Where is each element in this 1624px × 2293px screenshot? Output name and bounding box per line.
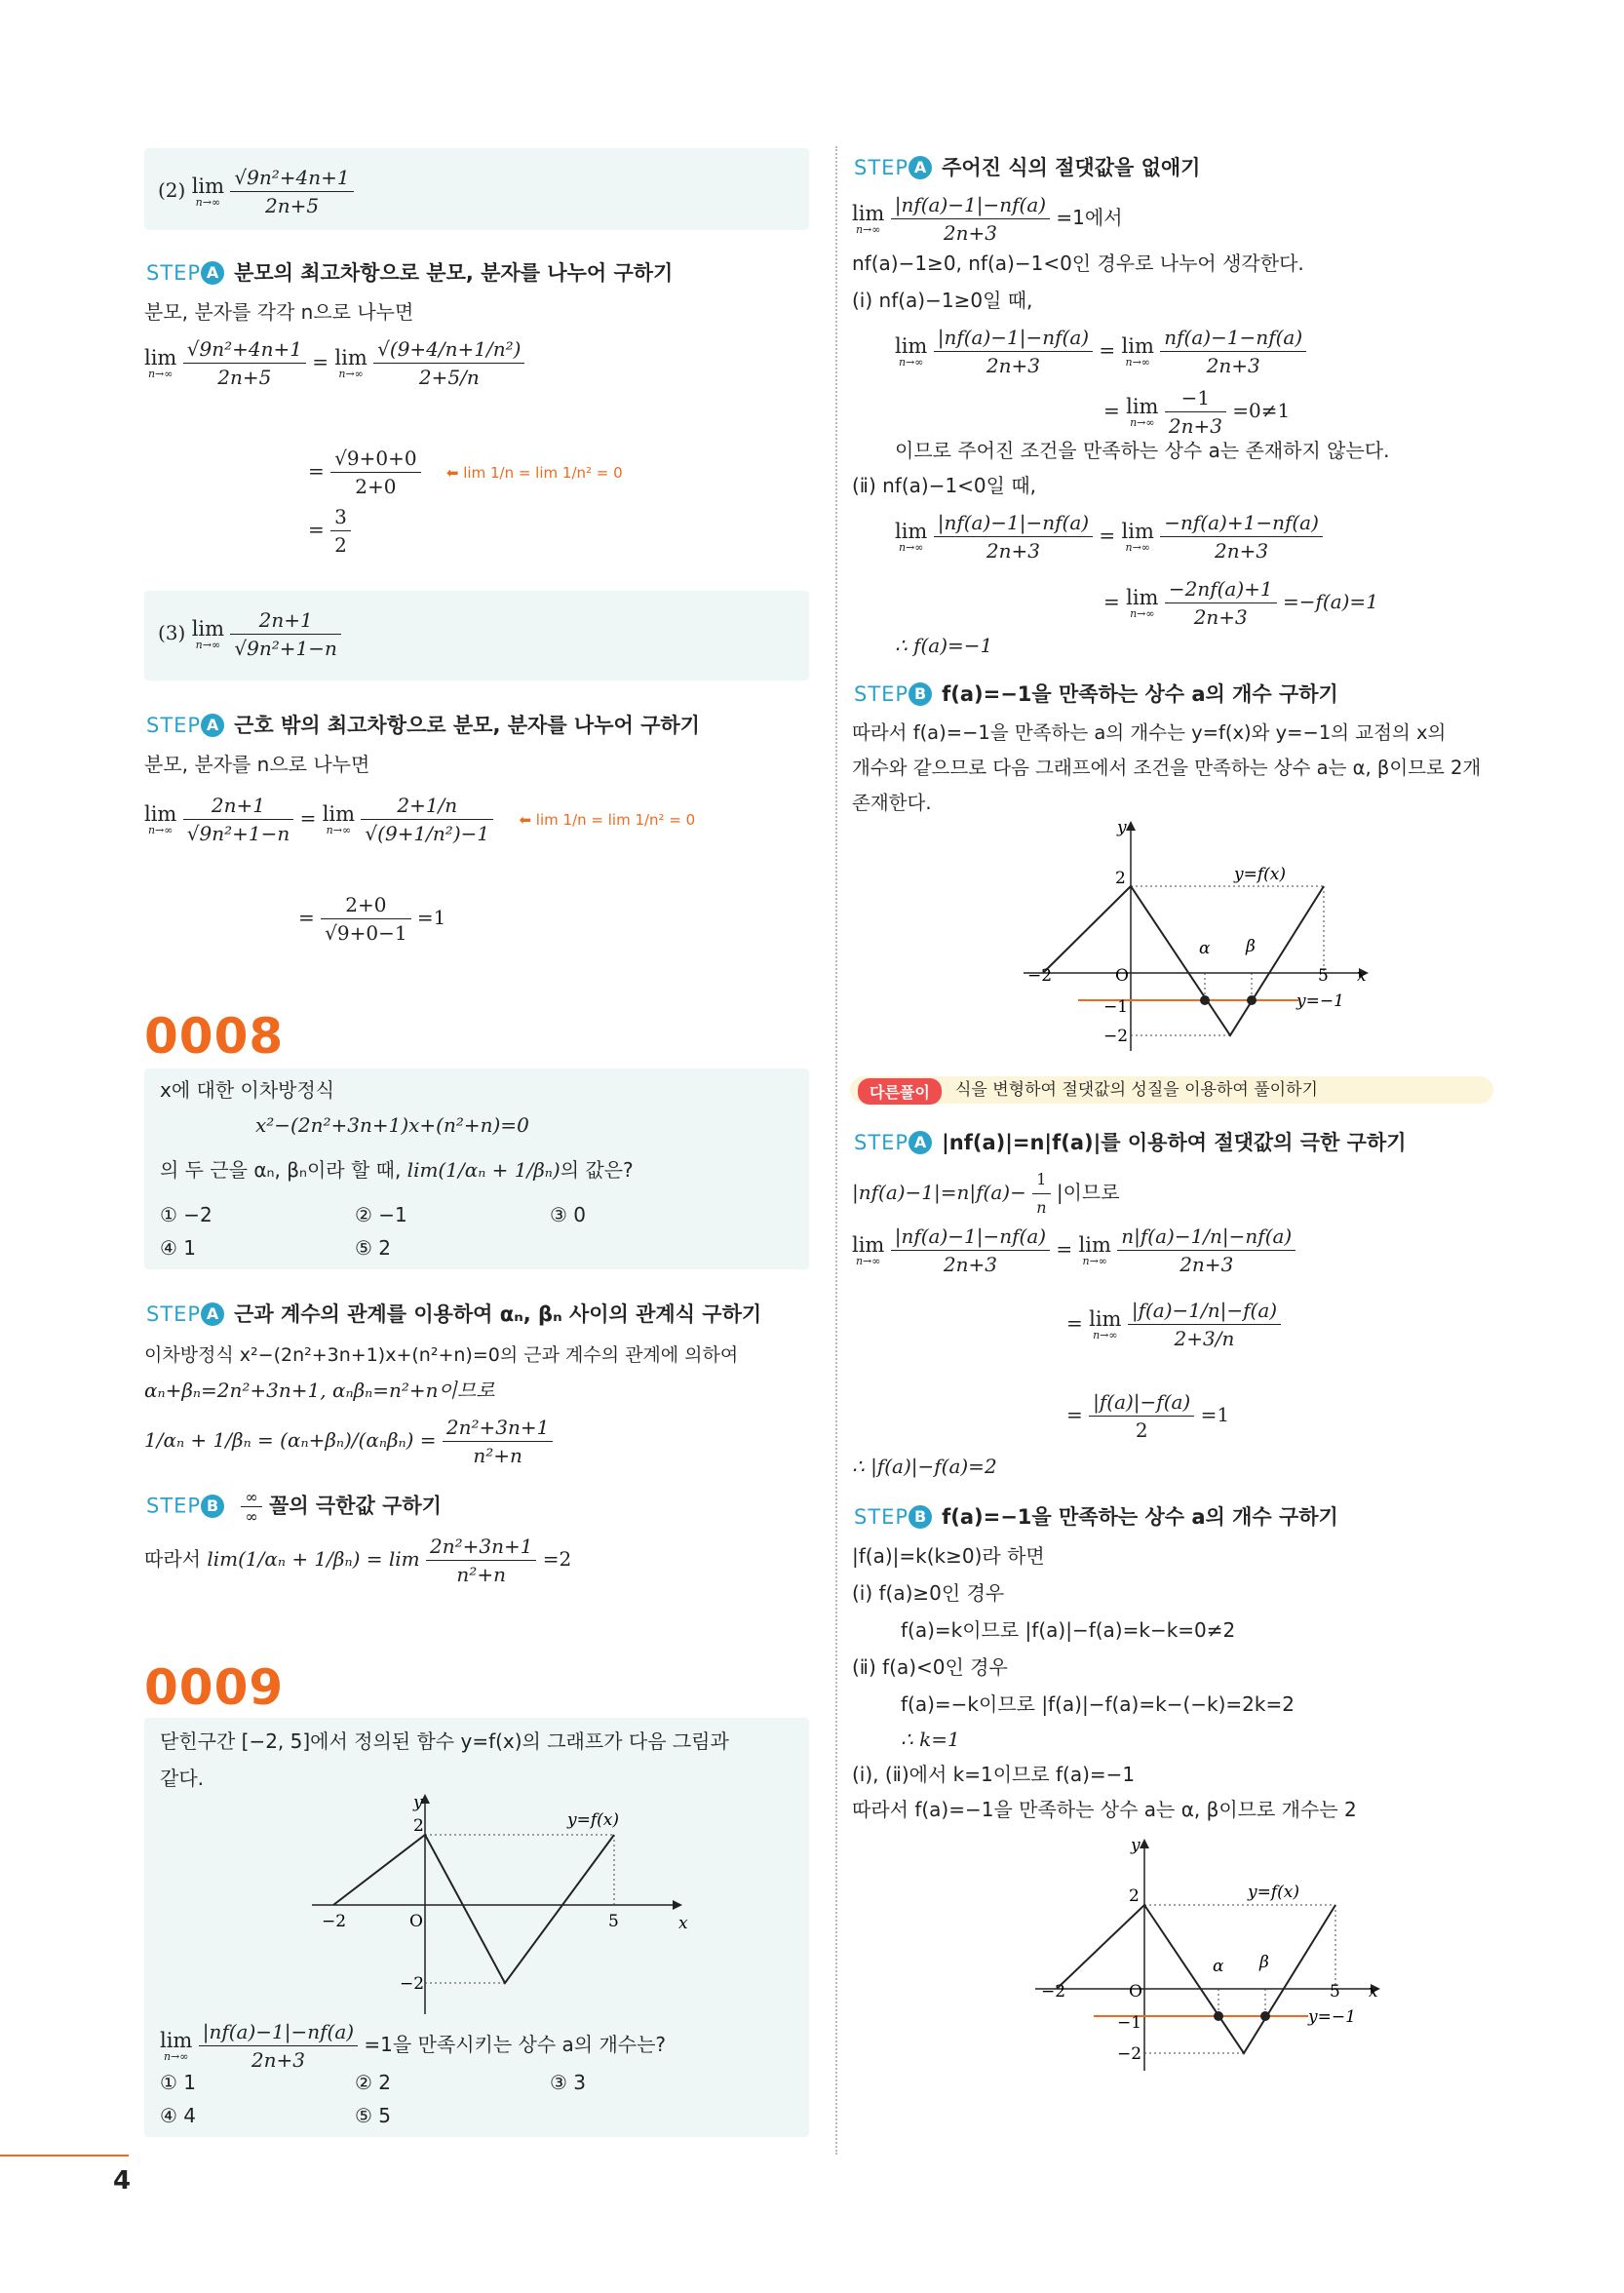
r-graph-1	[1014, 817, 1384, 1061]
graph-tick-y-minus2: −2	[400, 1974, 425, 1994]
a5: ∴ |f(a)|−f(a)=2	[852, 1455, 997, 1478]
graph-tick-5: 5	[608, 1912, 619, 1931]
p0009-choice-3[interactable]: ③ 3	[550, 2071, 587, 2094]
g2-fx: y=f(x)	[1248, 1883, 1299, 1902]
p0009-choice-1[interactable]: ① 1	[160, 2071, 197, 2094]
c2: (ⅱ) nf(a)−1<0일 때,	[852, 474, 1037, 497]
g2-minus2: −2	[1041, 1982, 1066, 2002]
g1-x: x	[1357, 966, 1367, 986]
r1: lim n→∞ $\frac{|nf(a)-1|-nf(a)}{2n+3}$ =1에서	[852, 193, 1123, 245]
d8: 따라서 f(a)=−1을 만족하는 상수 a는 α, β이므로 개수는 2	[852, 1798, 1357, 1821]
p0008-s3: 1/αₙ + 1/βₙ = (αₙ+βₙ)/(αₙβₙ) = $\frac{\text{2n²+3n+1}}{\text{n²+n}}$	[144, 1414, 553, 1469]
d5: f(a)=−k이므로 |f(a)|−f(a)=k−(−k)=2k=2	[901, 1692, 1295, 1716]
g1-neg2: −2	[1103, 1027, 1129, 1046]
c2-line1: lim n→∞ $\frac{|nf(a)-1|-nf(a)}{2n+3}$ = lim n→∞ $\frac{-nf(a)+1-nf(a)}{2n+3}$	[895, 509, 1323, 564]
a3: = lim n→∞ $\frac{|f(a)-1/n|-f(a)}{2+3/n}$	[1066, 1297, 1281, 1352]
p0008-choice-2[interactable]: ② −1	[355, 1203, 407, 1226]
d2: (ⅰ) f(a)≥0인 경우	[852, 1581, 1005, 1605]
g1-y: y	[1117, 818, 1127, 837]
page-number: 4	[113, 2166, 132, 2196]
d3: f(a)=k이므로 |f(a)|−f(a)=k−k=0≠2	[901, 1618, 1236, 1642]
graph-x-axis-label: x	[678, 1914, 688, 1933]
p3-line2: = $\frac{2+0}{√9+0-1}$ =1	[298, 893, 446, 945]
g1-line: y=−1	[1296, 991, 1344, 1011]
g2-neg2: −2	[1117, 2044, 1142, 2064]
c1-line2: = lim n→∞ $\frac{-1}{2n+3}$ =0≠1	[1103, 386, 1291, 438]
p0008-choice-1[interactable]: ① −2	[160, 1203, 213, 1226]
g1-origin: O	[1115, 966, 1129, 986]
a1: |nf(a)−1|=n|f(a)− $\frac{1}{n}$ |이므로	[852, 1166, 1120, 1222]
p2-line2: = $\frac{√9+0+0}{2+0}$ ⬅ lim 1/n = lim 1/n² = 0	[308, 447, 623, 498]
g2-origin: O	[1129, 1982, 1142, 2002]
g1-fx: y=f(x)	[1234, 865, 1286, 884]
r-step-b: STEP B f(a)=−1을 만족하는 상수 a의 개수 구하기	[854, 682, 1338, 706]
g2-five: 5	[1330, 1982, 1340, 2002]
graph-origin: O	[409, 1912, 423, 1931]
g2-y: y	[1131, 1836, 1141, 1855]
p0008-s4: 따라서 lim(1/αₙ + 1/βₙ) = lim $\frac{\text{2n²+3n+1}}{\text{n²+n}}$ =2	[144, 1535, 572, 1586]
d7: (ⅰ), (ⅱ)에서 k=1이므로 f(a)=−1	[852, 1763, 1136, 1786]
b3: 존재한다.	[852, 792, 932, 814]
d4: (ⅱ) f(a)<0인 경우	[852, 1655, 1008, 1679]
graph-fx-label: y=f(x)	[567, 1810, 619, 1830]
g2-x: x	[1369, 1982, 1378, 2002]
p0008-s2: αₙ+βₙ=2n²+3n+1, αₙβₙ=n²+n이므로	[144, 1379, 495, 1402]
g1-five: 5	[1318, 966, 1329, 986]
p0008-s1: 이차방정식 x²−(2n²+3n+1)x+(n²+n)=0의 근과 계수의 관계에 의하여	[144, 1344, 739, 1366]
c1-line1: lim n→∞ $\frac{|nf(a)-1|-nf(a)}{2n+3}$ = lim n→∞ $\frac{nf(a)-1-nf(a)}{2n+3}$	[895, 324, 1306, 379]
alt-step-b: STEP B f(a)=−1을 만족하는 상수 a의 개수 구하기	[854, 1505, 1338, 1529]
g1-minus2: −2	[1027, 966, 1053, 986]
c2-line2: = lim n→∞ $\frac{-2nf(a)+1}{2n+3}$ =−f(a)=1	[1103, 577, 1378, 629]
p2-line3: = $\frac{3}{2}$	[308, 503, 351, 559]
p0008-q1: x에 대한 이차방정식	[160, 1078, 335, 1102]
p0008-choice-3[interactable]: ③ 0	[550, 1203, 587, 1226]
g2-line: y=−1	[1308, 2007, 1356, 2027]
p0008-choice-4[interactable]: ④ 1	[160, 1236, 197, 1260]
p3-step-a: STEP A 근호 밖의 최고차항으로 분모, 분자를 나누어 구하기	[146, 714, 700, 737]
p3-intro: 분모, 분자를 n으로 나누면	[144, 753, 370, 776]
problem-number-0009: 0009	[144, 1659, 285, 1716]
p0009-condition: lim n→∞ $\frac{|nf(a)-1|-nf(a)}{2n+3}$ =1을 만족시키는 상수 a의 개수는?	[160, 2020, 667, 2072]
g1-two: 2	[1115, 869, 1126, 888]
a4: = $\frac{|f(a)|-f(a)}{2}$ =1	[1066, 1390, 1230, 1442]
p0009-graph	[292, 1790, 702, 2024]
p0008-step-a: STEP A 근과 계수의 관계를 이용하여 αₙ, βₙ 사이의 관계식 구하기	[146, 1302, 762, 1326]
d1: |f(a)|=k(k≥0)라 하면	[852, 1544, 1045, 1568]
page-footer-bar	[0, 2155, 129, 2157]
d6: ∴ k=1	[901, 1728, 960, 1751]
p2-intro: 분모, 분자를 각각 n으로 나누면	[144, 300, 414, 324]
p0009-choice-5[interactable]: ⑤ 5	[355, 2104, 392, 2127]
alternative-solution-label: 다른풀이	[858, 1078, 942, 1105]
r-graph-2	[1025, 1835, 1396, 2079]
p0009-choice-4[interactable]: ④ 4	[160, 2104, 197, 2127]
r-step-a: STEP A 주어진 식의 절댓값을 없애기	[854, 156, 1201, 179]
graph-tick-y2: 2	[413, 1816, 424, 1836]
g2-beta: β	[1259, 1953, 1269, 1972]
p2-step-a: STEP A 분모의 최고차항으로 분모, 분자를 나누어 구하기	[146, 261, 674, 285]
b2: 개수와 같으므로 다음 그래프에서 조건을 만족하는 상수 a는 α, β이므로 2개	[852, 757, 1482, 779]
g1-beta: β	[1246, 937, 1256, 956]
graph-tick-minus2: −2	[322, 1912, 347, 1931]
a2: lim n→∞ $\frac{|nf(a)-1|-nf(a)}{2n+3}$ = lim n→∞ $\frac{n|f(a)-1/n|-nf(a)}{2n+3}$	[852, 1223, 1295, 1278]
p0008-q3: 의 두 근을 αₙ, βₙ이라 할 때, lim(1/αₙ + 1/βₙ)의 값은?	[160, 1158, 634, 1182]
c1-line3: 이므로 주어진 조건을 만족하는 상수 a는 존재하지 않는다.	[895, 439, 1390, 462]
g1-neg1: −1	[1103, 997, 1129, 1017]
problem-3-expression: (3) lim n→∞ $\frac{2n+1}{\text{√9n²+1−n}}$	[158, 606, 341, 662]
r2: nf(a)−1≥0, nf(a)−1<0인 경우로 나누어 생각한다.	[852, 252, 1304, 275]
c1: (ⅰ) nf(a)−1≥0일 때,	[852, 289, 1033, 312]
p0009-q2: 같다.	[160, 1767, 204, 1790]
alternative-solution-title: 식을 변형하여 절댓값의 성질을 이용하여 풀이하기	[955, 1080, 1318, 1100]
p0008-choice-5[interactable]: ⑤ 2	[355, 1236, 392, 1260]
p0009-choice-2[interactable]: ② 2	[355, 2071, 392, 2094]
p0008-q2: x²−(2n²+3n+1)x+(n²+n)=0	[255, 1113, 529, 1137]
p0008-step-b: STEP B $\frac{\infty}{\infty}$ 꼴의 극한값 구하기	[146, 1488, 442, 1526]
problem-number-0008: 0008	[144, 1008, 285, 1065]
g2-neg1: −1	[1117, 2013, 1142, 2033]
c2-line3: ∴ f(a)=−1	[895, 634, 993, 657]
b1: 따라서 f(a)=−1을 만족하는 a의 개수는 y=f(x)와 y=−1의 교점의 x의	[852, 721, 1447, 744]
g1-alpha: α	[1199, 939, 1211, 958]
p0009-q1: 닫힌구간 [−2, 5]에서 정의된 함수 y=f(x)의 그래프가 다음 그림과	[160, 1729, 729, 1753]
problem-2-expression: (2) lim n→∞ $\frac{\text{√9n²+4n+1}}{2n+5}$	[158, 164, 354, 219]
g2-alpha: α	[1213, 1957, 1224, 1976]
alt-step-a: STEP A |nf(a)|=n|f(a)|를 이용하여 절댓값의 극한 구하기	[854, 1131, 1407, 1154]
graph-y-axis-label: y	[413, 1793, 423, 1812]
p3-line1: lim n→∞ $\frac{2n+1}{\text{√9n²+1−n}}$ = lim n→∞ $\frac{2+1/n}{\text{√(9+1/n²)−1}}$ ⬅ lim 1/n = lim 1/n² = 0	[144, 794, 696, 845]
g2-two: 2	[1129, 1886, 1140, 1906]
column-divider	[835, 146, 837, 2155]
p2-line1: lim n→∞ $\frac{\text{√9n²+4n+1}}{2n+5}$ = lim n→∞ $\frac{\text{√(9+4/n+1/n²)}}{2+5/n}$	[144, 335, 524, 391]
